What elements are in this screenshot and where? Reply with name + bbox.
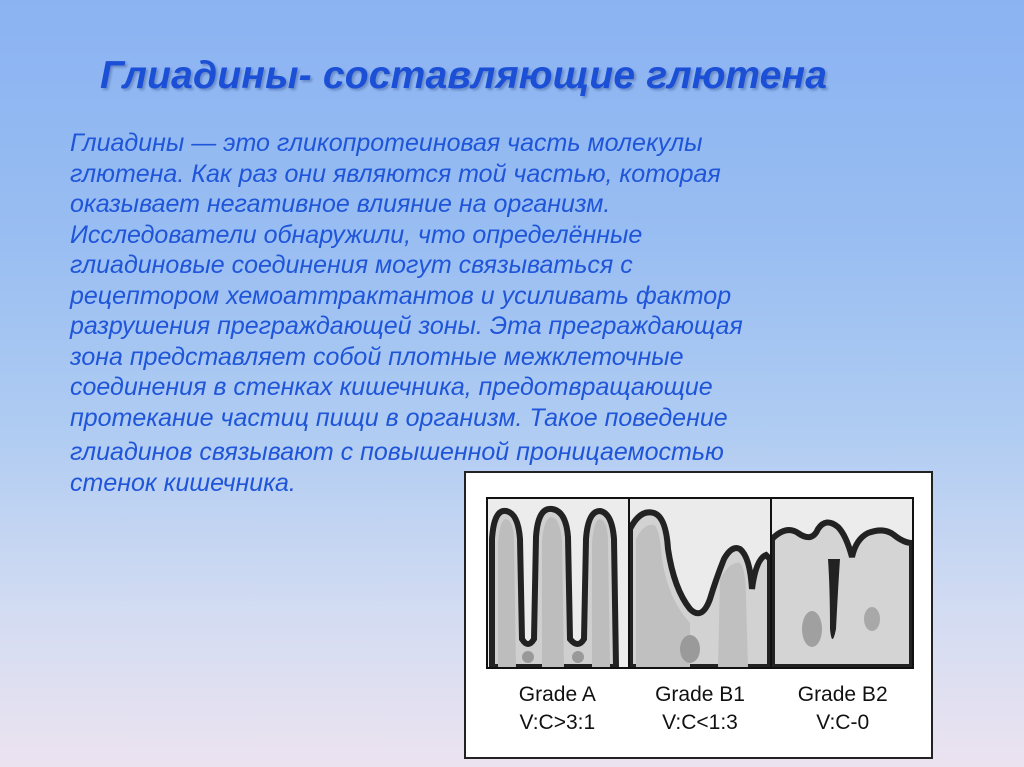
body-line: соединения в стенках кишечника, предотвращающие <box>70 373 713 401</box>
body-line: оказывает негативное влияние на организм. <box>70 190 611 218</box>
histology-figure <box>464 471 933 759</box>
body-line: зона представляет собой плотные межклеточные <box>70 342 684 371</box>
body-line: протекание частиц пищи в организм. Такое поведение <box>70 403 728 432</box>
label-grade-b2 <box>771 681 914 737</box>
histology-image-grade-b2 <box>770 499 912 667</box>
grade-label: Grade B2 <box>797 683 888 706</box>
body-line: стенок кишечника. <box>70 468 296 497</box>
histology-image-grade-a <box>488 499 628 667</box>
body-line: глютена. Как раз они являются той частью, которая <box>70 159 721 188</box>
ratio-label: V:C<1:3 <box>662 711 738 734</box>
body-line: глиадиновые соединения могут связываться с <box>70 251 633 279</box>
body-line: Исследователи обнаружили, что определённые <box>70 220 643 249</box>
body-line: рецептором хемоаттрактантов и усиливать фактор <box>70 281 732 310</box>
slide-body-text <box>70 128 950 498</box>
body-line: разрушения преграждающей зоны. Эта преграждающая <box>70 312 743 340</box>
slide-title: Глиадины- составляющие глютена <box>100 54 828 97</box>
histology-image-grade-b1 <box>628 499 770 667</box>
label-grade-a <box>486 681 629 737</box>
grade-label: Grade A <box>518 683 596 706</box>
body-line: глиадинов связывают с повышенной проницаемостью <box>70 438 724 466</box>
histology-labels <box>486 681 914 737</box>
ratio-label: V:C>3:1 <box>519 711 596 734</box>
body-line: Глиадины — это гликопротеиновая часть молекулы <box>70 129 703 157</box>
label-grade-b1 <box>629 681 772 737</box>
ratio-label: V:C-0 <box>816 711 870 734</box>
histology-panels <box>486 497 914 669</box>
grade-label: Grade B1 <box>655 683 745 706</box>
